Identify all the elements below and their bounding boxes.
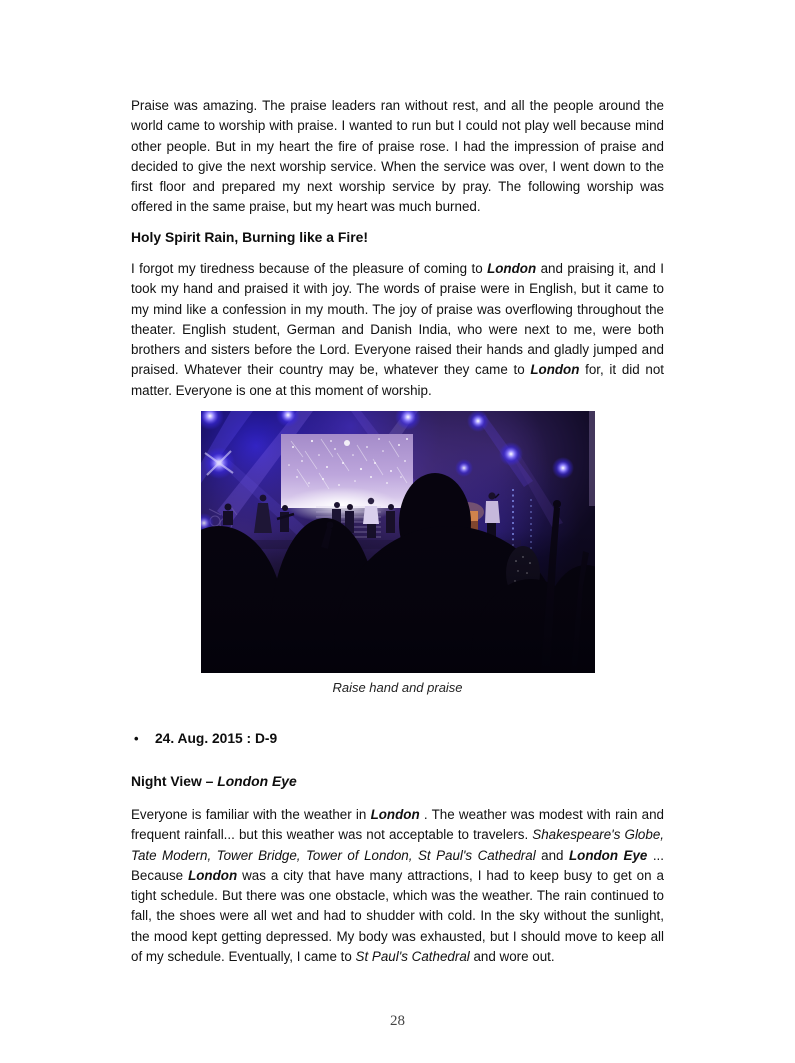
concert-photo-graphic — [201, 411, 595, 673]
page-number: 28 — [390, 1013, 405, 1029]
projection-screen — [281, 434, 413, 523]
photo-caption: Raise hand and praise — [332, 680, 463, 695]
paragraph-praise: Praise was amazing. The praise leaders ran without rest, and all the people around the world came to worship with praise. I wanted to run but I could not play well because mind other people. But in my heart the fire of praise rose. I had the impression of praise and decided to give the next worship service. When the service was over, I went down to the first floor and prepared my next worship service by pray. The following worship was offered in the same praise, but my heart was much burned. — [131, 98, 664, 215]
paragraph-london-weather: Everyone is familiar with the weather in London . The weather was modest with rain and frequent rainfall... but this weather was not acceptable to travelers. Shakespeare's Globe, Tate Modern, Tower Bridge, Tower of London, St Paul's Cathedral and London Eye ... Because London was a city that have many attractions, I had to keep busy to get on a tight schedule. But there was one obstacle, which was the weather. The rain continued to fall, the shoes were all wet and had to shudder with cold. In the sky without the sunlight, the mood kept getting depressed. My body was exhausted, but I should move to keep all of my schedule. Eventually, I came to St Paul's Cathedral and wore out. — [131, 807, 664, 965]
date-bullet-item — [131, 730, 664, 748]
section-heading-holy-spirit: Holy Spirit Rain, Burning like a Fire! — [131, 229, 368, 245]
worship-concert-photo — [201, 411, 595, 673]
photo-vignette — [201, 531, 595, 673]
bullet-marker: • — [134, 731, 139, 746]
date-bullet-label: 24. Aug. 2015 : D-9 — [155, 731, 278, 746]
section-heading-night-view: Night View – London Eye — [131, 773, 297, 789]
paragraph-london-praise: I forgot my tiredness because of the pleasure of coming to London and praising it, and I took my hand and praised it with joy. The words of praise were in English, but it came to my mind like a confession in my mouth. The joy of praise was overflowing throughout the theater. English student, German and Danish India, who were next to me, were both brothers and sisters before the Lord. Everyone raised their hands and gladly jumped and praised. Whatever their country may be, whatever they came to London for, it did not matter. Everyone is one at this moment of worship. — [131, 261, 664, 398]
